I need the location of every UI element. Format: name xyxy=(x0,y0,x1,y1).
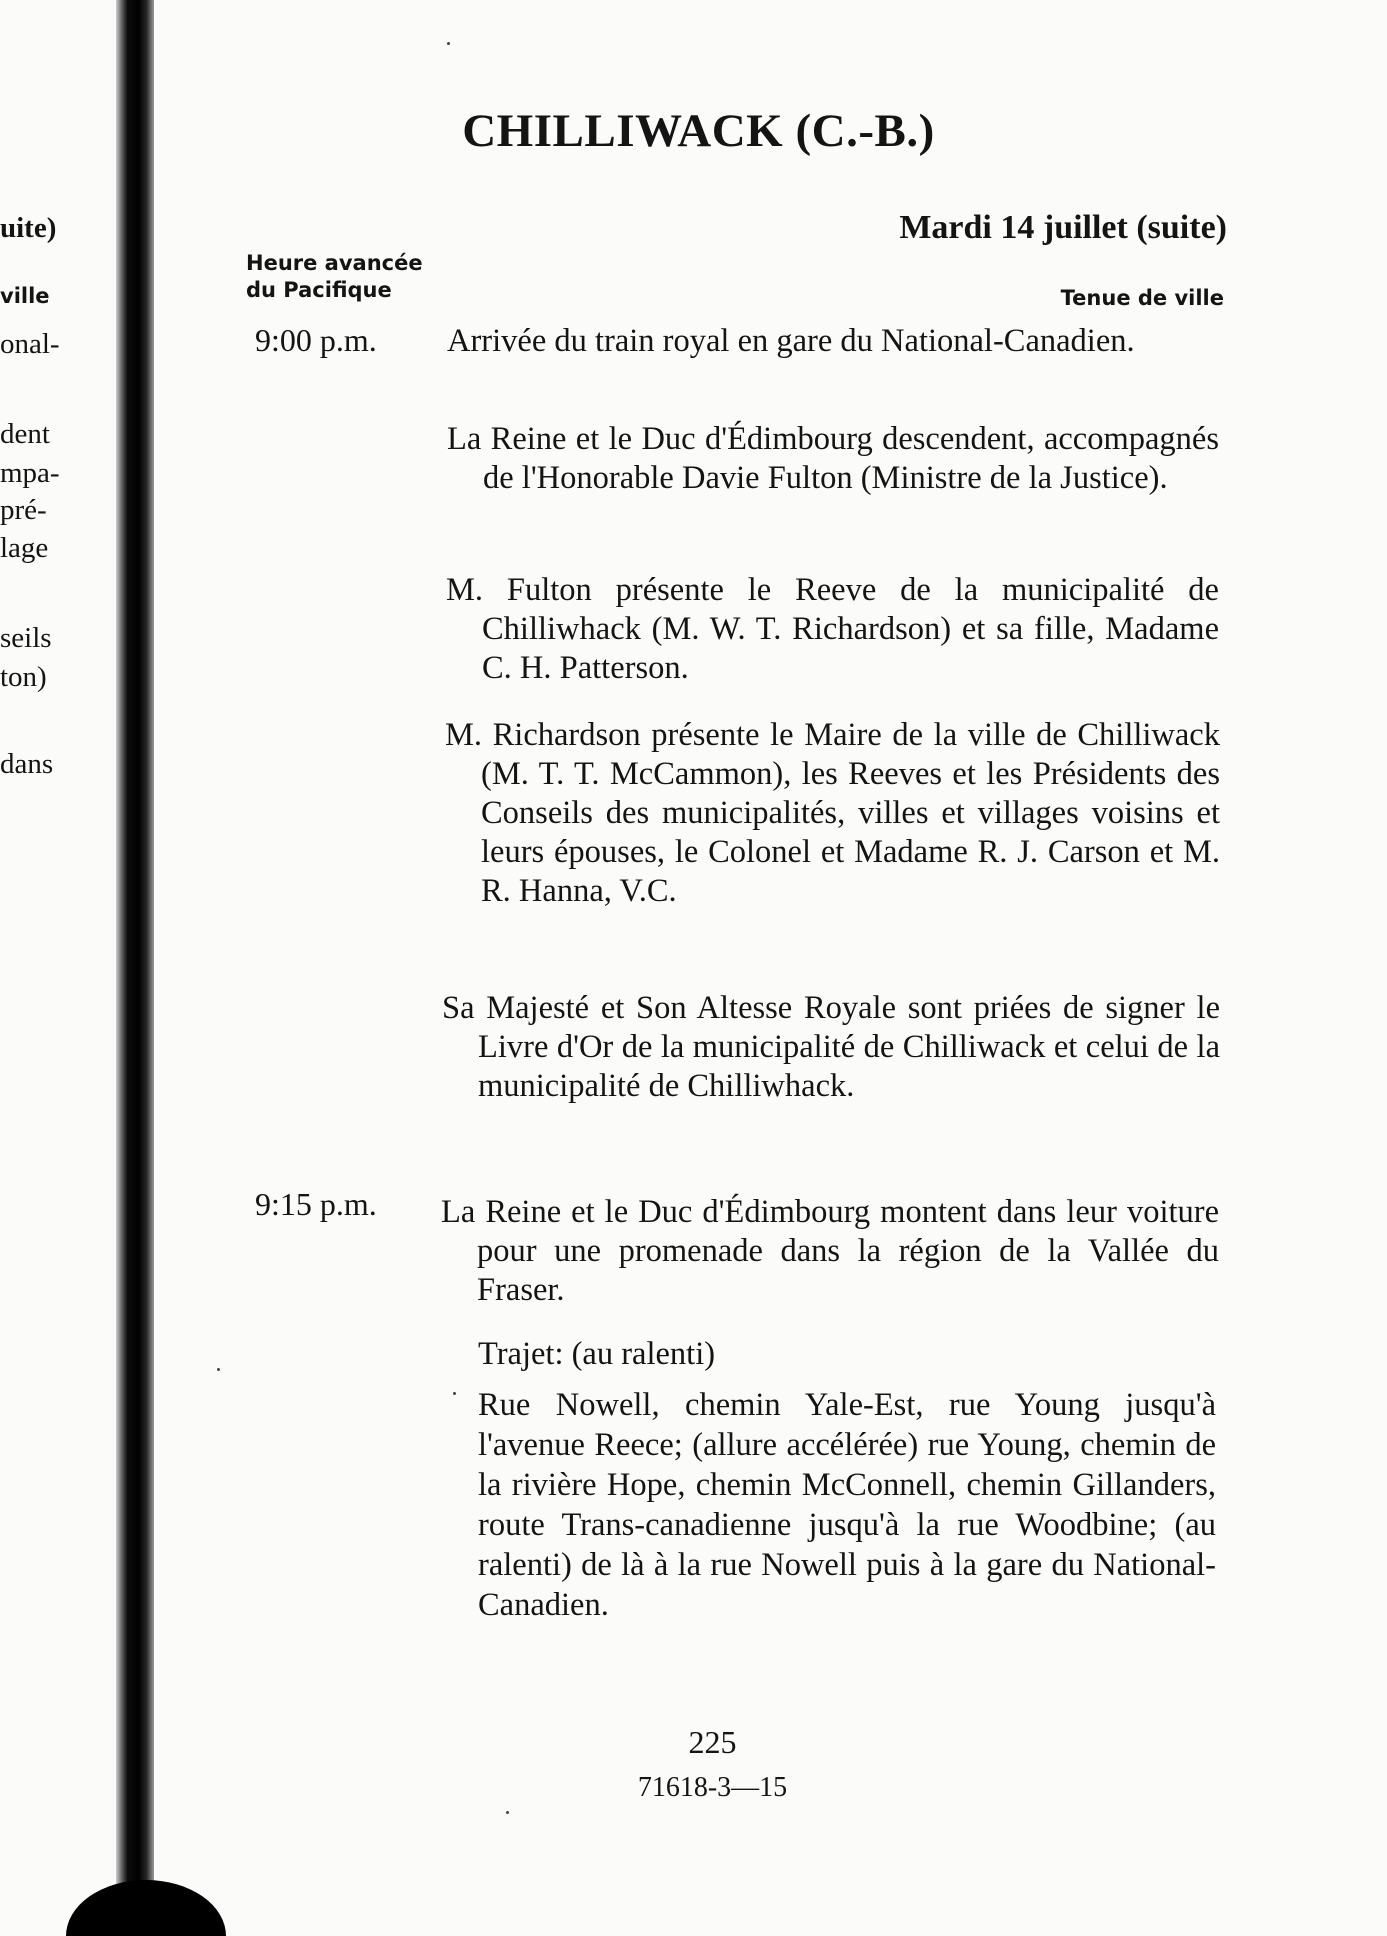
left-page-fragment: seils xyxy=(0,622,52,654)
scan-speck xyxy=(506,1811,509,1814)
left-page-fragment: pré- xyxy=(0,494,47,526)
route-text: Rue Nowell, chemin Yale-Est, rue Young jusqu'à l'avenue Reece; (allure accélérée) rue Young, chemin de la rivière Hope, chemin McConnell, chemin Gillanders, route Trans-canadienne jusqu'à la rue Woodbine; (au ralenti) de là à la rue Nowell puis à la gare du National-Canadien. xyxy=(478,1387,1216,1623)
left-page-fragment: mpa- xyxy=(0,457,60,489)
time-column-heading-line: du Pacifique xyxy=(246,278,392,303)
time-column-heading-line: Heure avancée xyxy=(246,251,423,275)
left-page-fragment: lage xyxy=(0,532,49,564)
dress-code: Tenue de ville xyxy=(1060,286,1224,310)
time-column-heading xyxy=(246,250,423,305)
entry-time: 9:00 p.m. xyxy=(255,322,377,358)
page-number: 225 xyxy=(688,1724,737,1760)
page-title: CHILLIWACK (C.-B.) xyxy=(462,105,935,157)
entry-paragraph: Arrivée du train royal en gare du National-Canadien. xyxy=(447,323,1135,359)
entry-paragraph: La Reine et le Duc d'Édimbourg montent dans leur voiture pour une promenade dans la région de la Vallée du Fraser. xyxy=(441,1194,1219,1308)
left-page-fragment: onal- xyxy=(0,328,60,360)
left-page-fragment: ton) xyxy=(0,661,47,693)
route-label: Trajet: (au ralenti) xyxy=(478,1336,716,1372)
print-code: 71618-3—15 xyxy=(637,1772,788,1803)
entry-paragraph: La Reine et le Duc d'Édimbourg descendent, accompagnés de l'Honorable Davie Fulton (Ministre de la Justice). xyxy=(447,421,1219,496)
left-page-fragment: uite) xyxy=(0,212,57,244)
scan-speck xyxy=(447,42,450,45)
entry-paragraph: Sa Majesté et Son Altesse Royale sont priées de signer le Livre d'Or de la municipalité de Chilliwack et celui de la municipalité de Chilliwhack. xyxy=(442,990,1220,1104)
entry-paragraph: M. Fulton présente le Reeve de la municipalité de Chilliwhack (M. W. T. Richardson) et sa fille, Madame C. H. Patterson. xyxy=(446,572,1219,686)
book-spine xyxy=(116,0,154,1936)
left-page-fragment: dans xyxy=(0,748,54,780)
left-page-fragment: dent xyxy=(0,418,50,450)
entry-time: 9:15 p.m. xyxy=(255,1186,377,1222)
book-spine-foot xyxy=(66,1880,226,1936)
scan-speck xyxy=(217,1368,220,1371)
left-page-fragment: ville xyxy=(0,284,50,308)
dateline: Mardi 14 juillet (suite) xyxy=(899,209,1227,246)
scan-speck xyxy=(453,1392,456,1395)
entry-paragraph: M. Richardson présente le Maire de la ville de Chilliwack (M. T. T. McCammon), les Reeves et les Présidents des Conseils des municipalités, villes et villages voisins et leurs épouses, le Colonel et Madame R. J. Carson et M. R. Hanna, V.C. xyxy=(445,717,1220,909)
